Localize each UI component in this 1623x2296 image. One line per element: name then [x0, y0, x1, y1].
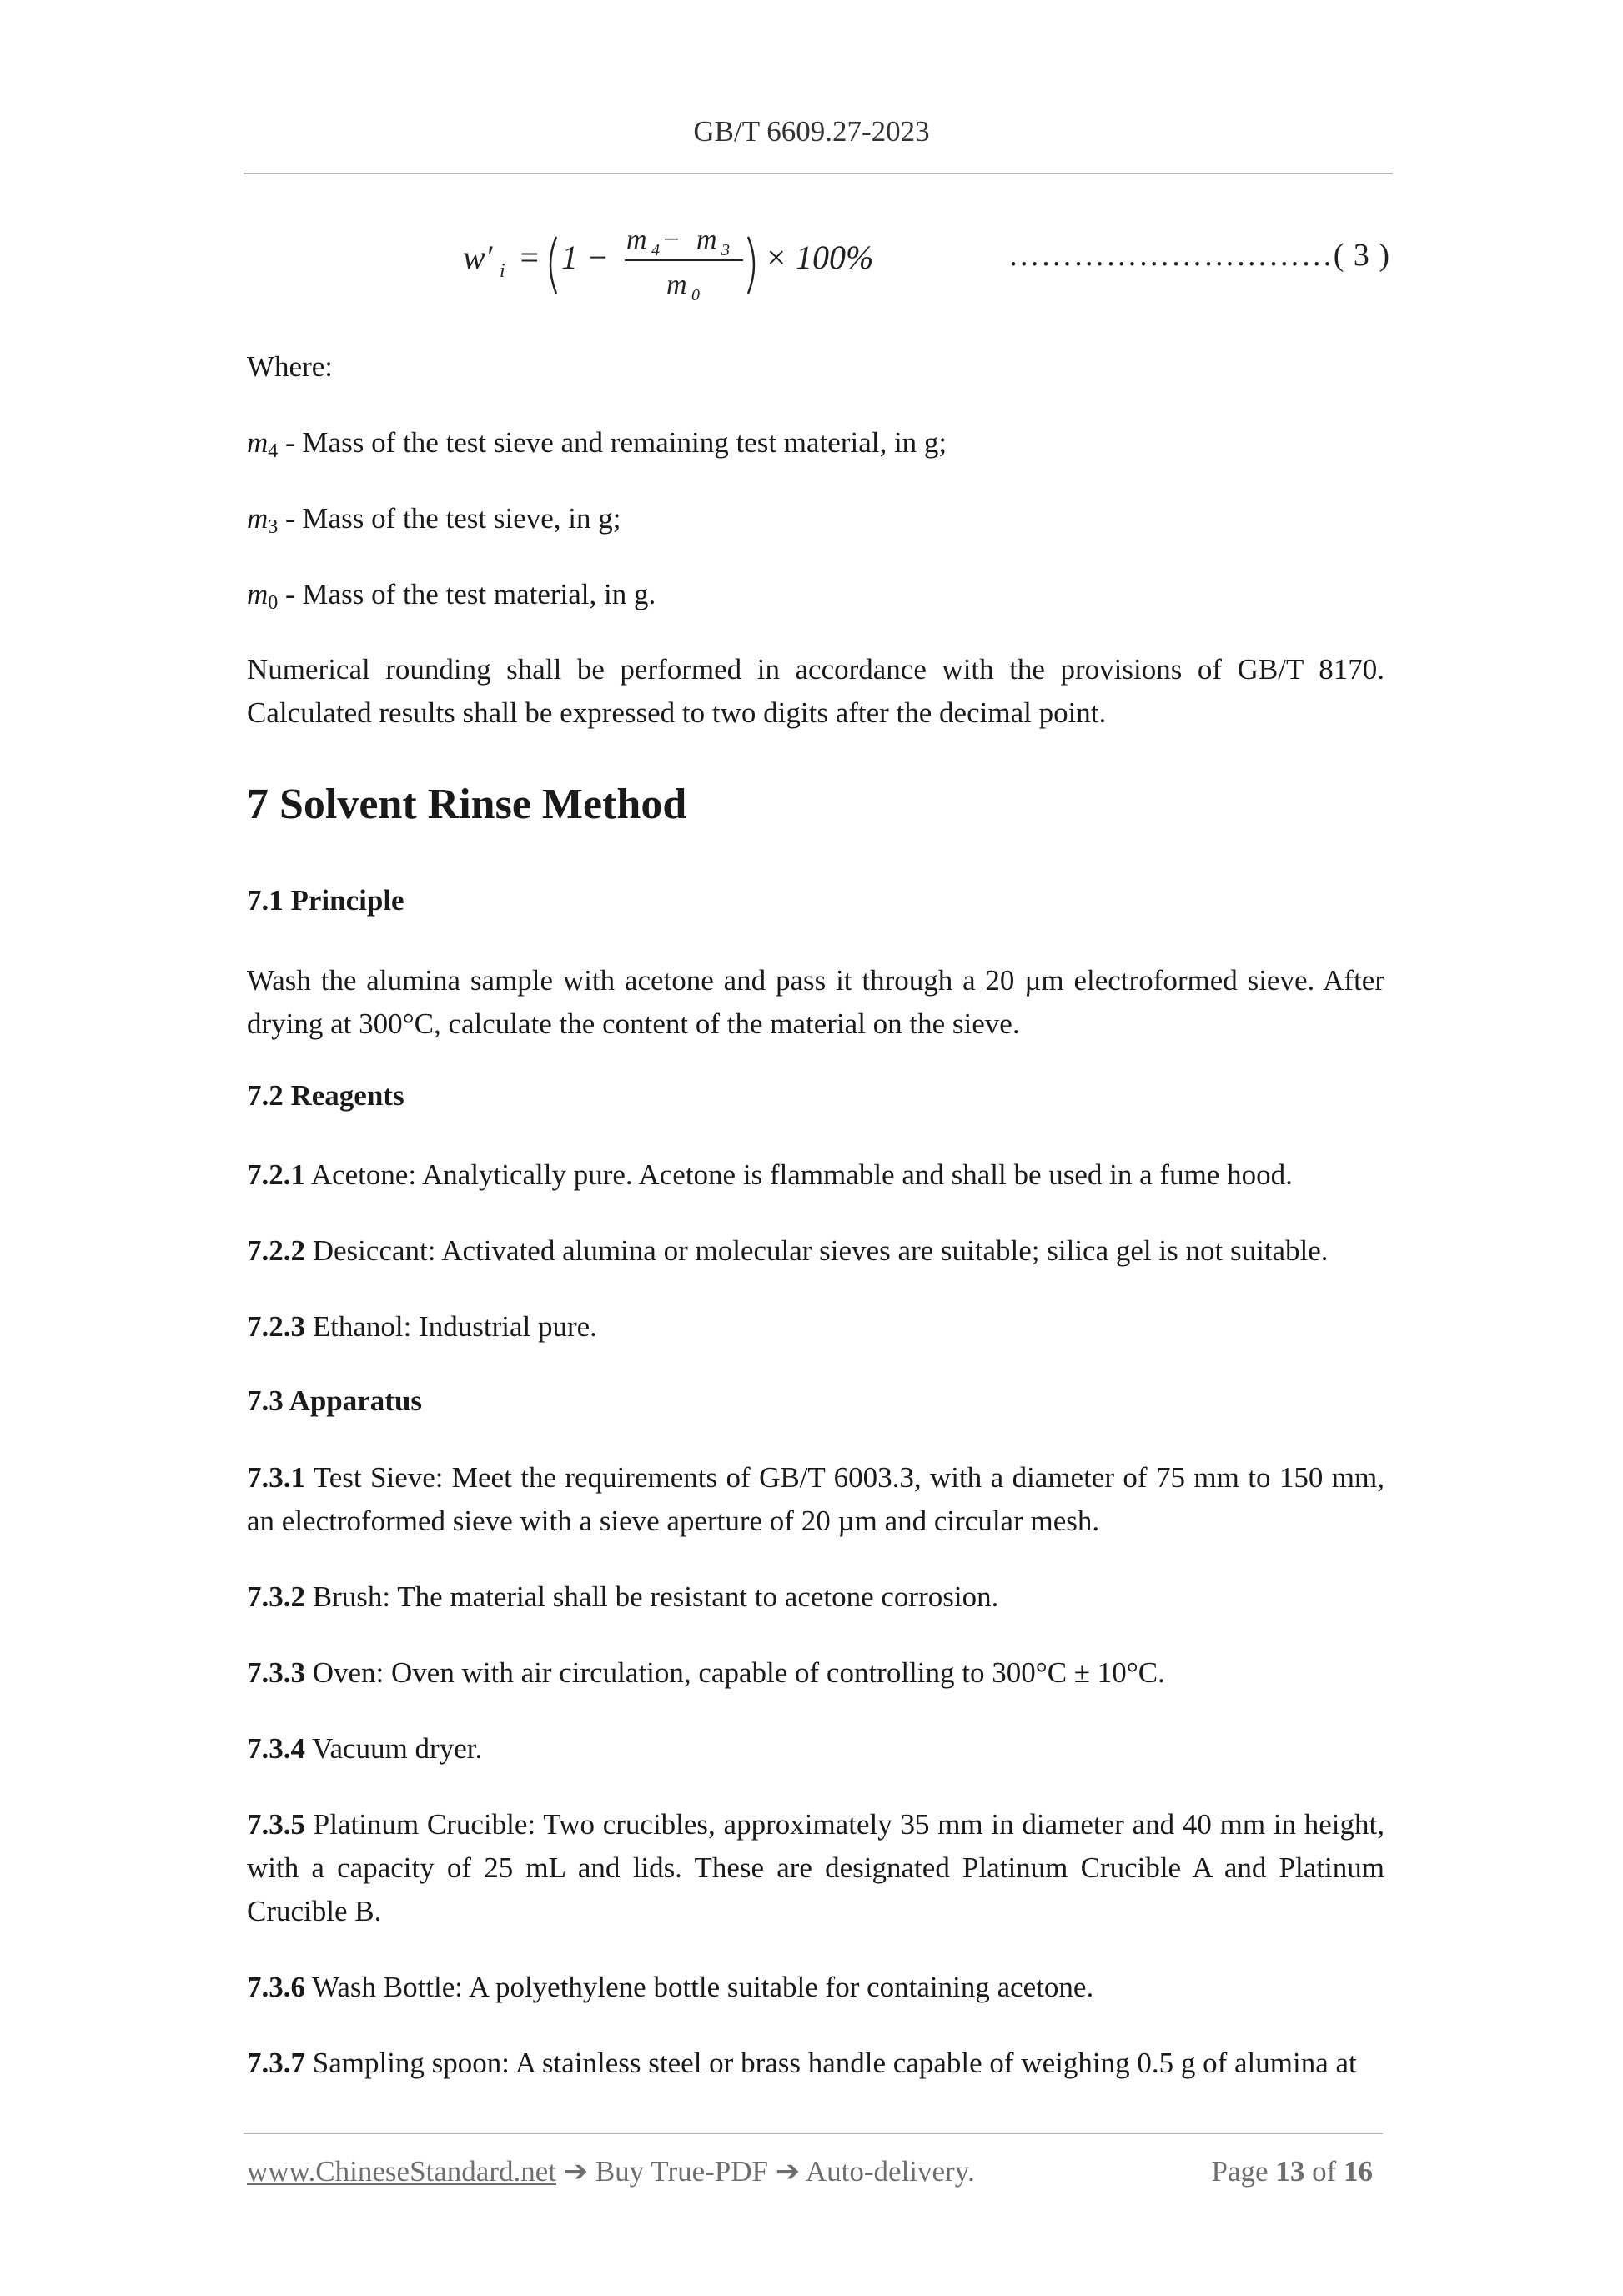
- formula-one-minus: 1 −: [561, 239, 609, 276]
- formula-lhs: w′: [463, 239, 493, 276]
- section-7-heading: 7 Solvent Rinse Method: [247, 781, 687, 828]
- item-7-2-3: 7.2.3 Ethanol: Industrial pure.: [247, 1310, 597, 1343]
- rounding-note: Numerical rounding shall be performed in accordance with the provisions of GB/T 8170. Calculated results shall be expressed to two digits after the decimal point.: [247, 653, 1384, 729]
- section-7-1-text: Wash the alumina sample with acetone and pass it through a 20 µm electroformed sieve. After drying at 300°C, calculate the content of the material on the sieve.: [247, 964, 1384, 1040]
- formula-equation-number: …………………………( 3 ): [1007, 238, 1390, 273]
- item-7-2-1: 7.2.1 Acetone: Analytically pure. Acetone is flammable and shall be used in a fume hood.: [247, 1158, 1293, 1191]
- formula-times: × 100%: [765, 239, 874, 276]
- footer-promo-text: ➔ Buy True-PDF ➔ Auto-delivery.: [556, 2155, 975, 2188]
- item-7-3-1: 7.3.1 Test Sieve: Meet the requirements of GB/T 6003.3, with a diameter of 75 mm to 150 mm, an electroformed sieve with a sieve aperture of 20 µm and circular mesh.: [247, 1461, 1384, 1537]
- header-divider: [244, 173, 1393, 174]
- footer-promo: [247, 2155, 975, 2188]
- total-page-number: 16: [1344, 2155, 1373, 2188]
- item-7-3-3: 7.3.3 Oven: Oven with air circulation, capable of controlling to 300°C ± 10°C.: [247, 1656, 1165, 1689]
- page-indicator: Page 13 of 16: [1211, 2155, 1373, 2188]
- item-7-3-2: 7.3.2 Brush: The material shall be resistant to acetone corrosion.: [247, 1580, 999, 1613]
- section-7-1-heading: 7.1 Principle: [247, 884, 404, 917]
- item-7-3-6: 7.3.6 Wash Bottle: A polyethylene bottle suitable for containing acetone.: [247, 1971, 1094, 2003]
- formula-num-minus: −: [661, 224, 681, 255]
- formula-3: [463, 219, 1397, 310]
- where-label: Where:: [247, 350, 333, 383]
- definition-m4: $m_4$ - Mass of the test sieve and remaining test material, in g;: [247, 426, 947, 462]
- footer-divider: [244, 2133, 1383, 2134]
- formula-expression: [463, 219, 930, 310]
- definition-m3: $m_3$ - Mass of the test sieve, in g;: [247, 502, 621, 538]
- item-7-3-7: 7.3.7 Sampling spoon: A stainless steel or brass handle capable of weighing 0.5 g of alumina at: [247, 2047, 1357, 2079]
- item-7-3-5: 7.3.5 Platinum Crucible: Two crucibles, approximately 35 mm in diameter and 40 mm in height, with a capacity of 25 mL and lids. These are designated Platinum Crucible A and Platinum Crucible B.: [247, 1808, 1384, 1927]
- formula-equals: =: [518, 239, 540, 276]
- formula-num-a: m: [626, 224, 647, 255]
- definition-m0: $m_0$ - Mass of the test material, in g.: [247, 578, 656, 614]
- formula-den: m: [666, 269, 687, 300]
- section-7-2-heading: 7.2 Reagents: [247, 1079, 404, 1112]
- formula-den-sub: 0: [691, 286, 700, 304]
- section-7-3-heading: 7.3 Apparatus: [247, 1384, 423, 1417]
- formula-num-b-sub: 3: [721, 241, 730, 259]
- item-7-2-2: 7.2.2 Desiccant: Activated alumina or molecular sieves are suitable; silica gel is not suitable.: [247, 1234, 1329, 1267]
- formula-left-paren: [550, 237, 556, 294]
- current-page-number: 13: [1275, 2155, 1305, 2188]
- formula-num-b: m: [696, 224, 717, 255]
- chinesestandard-link[interactable]: www.ChineseStandard.net: [247, 2155, 556, 2188]
- document-id-header: GB/T 6609.27-2023: [693, 115, 930, 148]
- item-7-3-4: 7.3.4 Vacuum dryer.: [247, 1732, 483, 1765]
- formula-right-paren: [748, 237, 754, 294]
- formula-lhs-sub: i: [500, 260, 505, 282]
- formula-num-a-sub: 4: [651, 241, 660, 259]
